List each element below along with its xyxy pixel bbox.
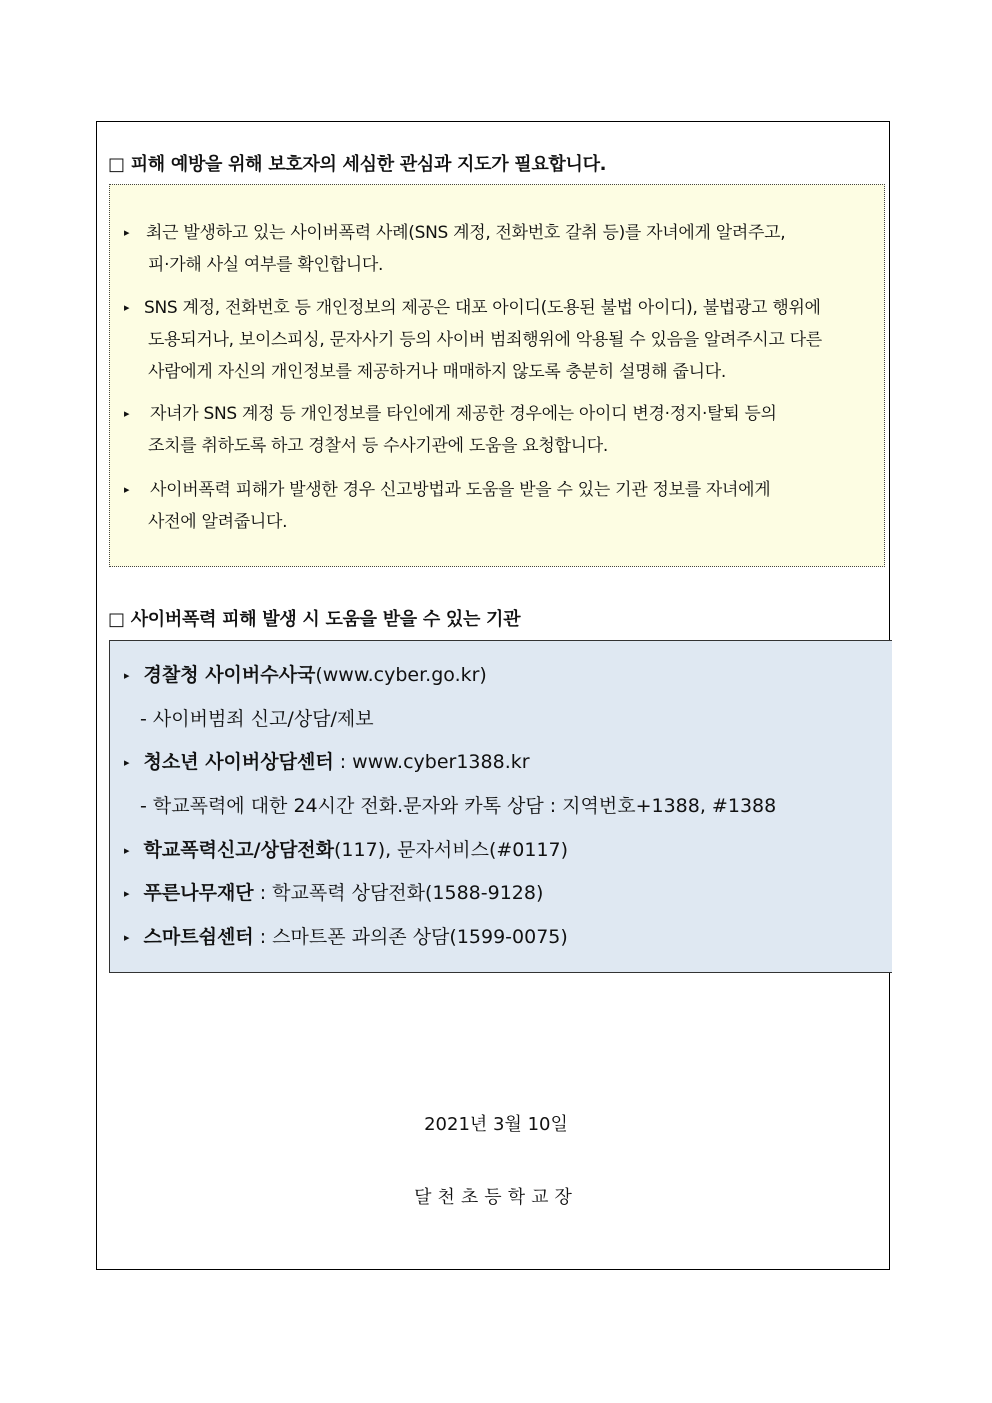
org-name: 학교폭력신고/상담전화 [143,839,335,861]
triangle-bullet-icon: ▸ [124,407,130,420]
section2-heading [108,605,520,631]
org-detail: : 스마트폰 과의존 상담(1599-0075) [253,926,568,948]
org-detail: : www.cyber1388.kr [333,751,530,773]
tip-item [124,292,872,388]
tip-line: 사람에게 자신의 개인정보를 제공하거나 매매하지 않도록 충분히 설명해 줍니다. [148,362,726,382]
tip-line: 최근 발생하고 있는 사이버폭력 사례(SNS 계정, 전화번호 갈취 등)를 자녀에게 알려주고, [146,223,786,243]
triangle-bullet-icon: ▸ [124,756,130,769]
org-detail: (117), 문자서비스(#0117) [334,839,569,861]
tip-line: 사이버폭력 피해가 발생한 경우 신고방법과 도움을 받을 수 있는 기관 정보를 자녀에게 [150,480,771,500]
checkbox-square-icon: □ [108,609,125,630]
section1-heading-text: 피해 예방을 위해 보호자의 세심한 관심과 지도가 필요합니다. [130,154,607,175]
help-organizations-box [109,640,892,973]
org-name: 푸른나무재단 [143,882,254,904]
triangle-bullet-icon: ▸ [124,844,130,857]
triangle-bullet-icon: ▸ [124,931,130,944]
triangle-bullet-icon: ▸ [124,301,130,314]
tip-line: 자녀가 SNS 계정 등 개인정보를 타인에게 제공한 경우에는 아이디 변경·정지·탈퇴 등의 [150,404,777,424]
org-sub-detail: - 학교폭력에 대한 24시간 전화.문자와 카톡 상담 : 지역번호+1388, #1388 [140,795,777,817]
section1-heading [108,150,606,176]
org-detail: (www.cyber.go.kr) [315,664,487,686]
tip-item [124,217,872,281]
tip-line: 도용되거나, 보이스피싱, 문자사기 등의 사이버 범죄행위에 악용될 수 있음을 알려주시고 다른 [148,330,822,350]
org-item [124,662,487,689]
tip-line: 피·가해 사실 여부를 확인합니다. [148,255,384,275]
tip-item [124,474,872,538]
org-item [124,880,543,907]
triangle-bullet-icon: ▸ [124,887,130,900]
triangle-bullet-icon: ▸ [124,483,130,496]
org-item [124,837,568,864]
tip-item [124,398,872,462]
org-item [124,924,568,951]
org-name: 청소년 사이버상담센터 [143,751,334,773]
org-detail: : 학교폭력 상담전화(1588-9128) [253,882,544,904]
org-name: 스마트쉼센터 [143,926,254,948]
org-item [124,749,530,776]
triangle-bullet-icon: ▸ [124,226,130,239]
signer-name: 달천초등학교장 [414,1187,578,1208]
triangle-bullet-icon: ▸ [124,669,130,682]
prevention-tips-box [109,184,885,567]
tip-line: SNS 계정, 전화번호 등 개인정보의 제공은 대포 아이디(도용된 불법 아이디), 불법광고 행위에 [144,298,821,318]
org-name: 경찰청 사이버수사국 [143,664,316,686]
checkbox-square-icon: □ [108,154,125,175]
document-date: 2021년 3월 10일 [424,1114,568,1135]
section2-heading-text: 사이버폭력 피해 발생 시 도움을 받을 수 있는 기관 [130,609,521,630]
tip-line: 조치를 취하도록 하고 경찰서 등 수사기관에 도움을 요청합니다. [148,436,609,456]
tip-line: 사전에 알려줍니다. [148,512,288,532]
org-sub-detail: - 사이버범죄 신고/상담/제보 [140,708,374,730]
